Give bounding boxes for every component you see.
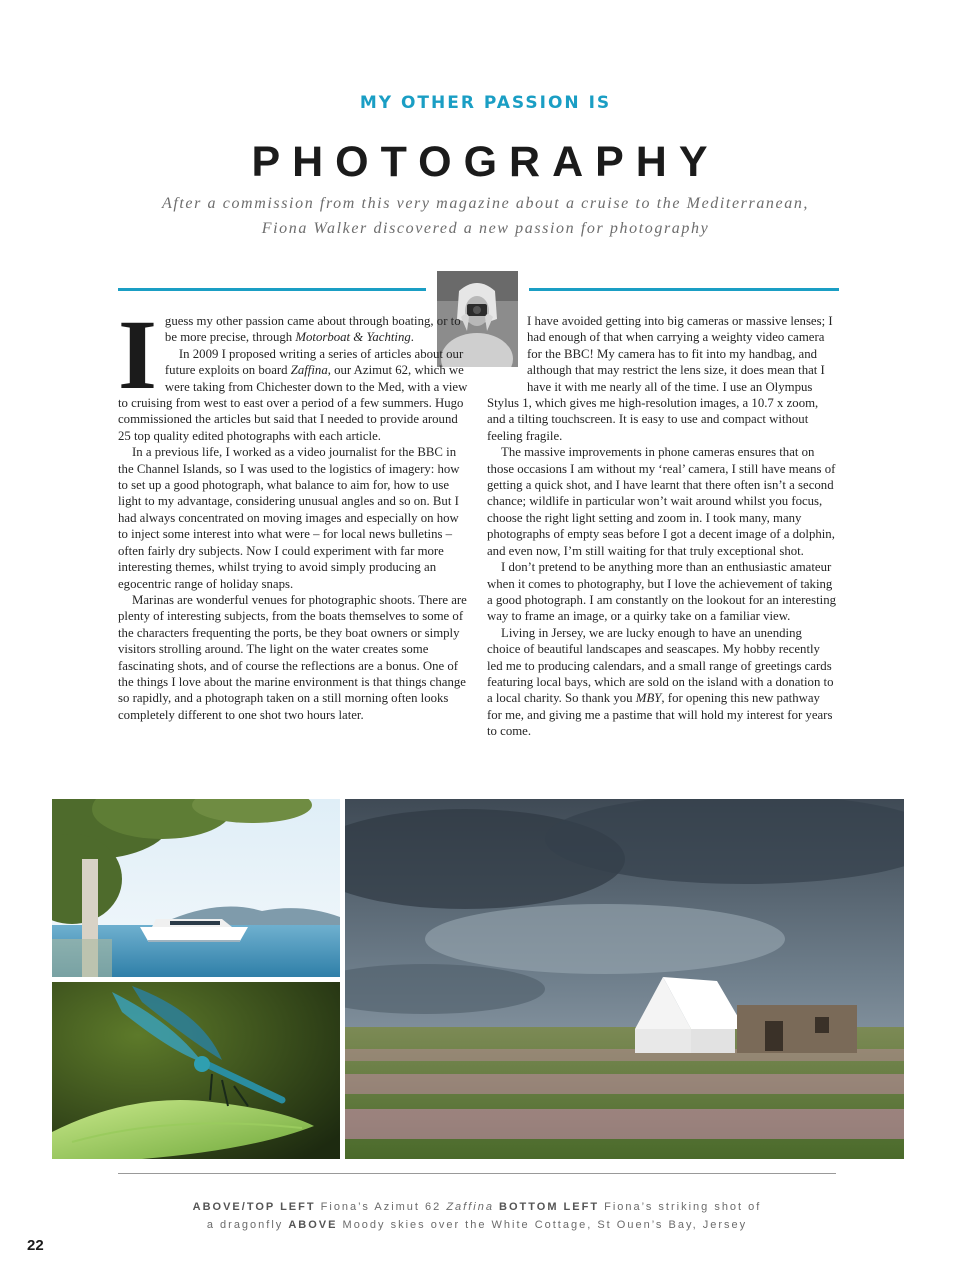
standfirst (110, 191, 861, 241)
text-run: In 2009 I proposed writing a series of articles about our future exploits on board (164, 346, 464, 378)
photo-white-cottage (345, 799, 904, 1159)
article-paragraph: In a previous life, I worked as a video journalist for the BBC in the Channel Islands, so I was used to the logistics of imagery: how to set up a good photograph, what balance to aim for, how to use light to my advantage, considering unusual angles and so on. But I had always concentrated on moving images and especially on how to inject some interest into what were – for local news bulletins – often fairly dry subjects. Now I could experiment with far more interesting themes, whilst trying to avoid simply producing an egocentric range of holiday snaps. (118, 445, 460, 591)
caption-text: Fiona’s Azimut 62 (315, 1201, 447, 1213)
article-paragraph (118, 346, 469, 444)
page-title: PHOTOGRAPHY (251, 138, 720, 186)
text-run: . (410, 330, 414, 345)
divider-right (529, 288, 839, 291)
caption-boat-name: Zaffina (446, 1201, 494, 1213)
article-paragraph: I don’t pretend to be anything more than an enthusiastic amateur when it comes to photography, but I love the achievement of taking a good photograph. I am constantly on the lookout for an interesting way to frame an image, or a quirky take on a familiar view. (487, 560, 836, 624)
section-kicker: MY OTHER PASSION IS (359, 93, 612, 113)
article-column-right (487, 313, 838, 740)
text-run: , our Azimut 62, which we were taking from Chichester down to the Med, with a view to cruising from west to east over a period of a few summers. Hugo commissioned the articles but said that I needed to provide around 25 top quality edited photographs with each article. (118, 363, 468, 443)
caption-text: Fiona’s striking shot of (599, 1201, 762, 1213)
article-column-left (118, 299, 469, 723)
caption-label: ABOVE/TOP LEFT (192, 1201, 316, 1213)
boat-name: Zaffina (290, 363, 328, 378)
caption-divider (118, 1173, 836, 1174)
standfirst-line: Fiona Walker discovered a new passion for photography (261, 220, 710, 237)
article-paragraph: Marinas are wonderful venues for photographic shoots. There are plenty of interesting subjects, from the boats themselves to some of the characters frequenting the ports, be they boat owners or simply visitors strolling around. The light on the water creates some fascinating shots, and of course the reflections are a bonus. One of the things I love about the marine environment is that things change so rapidly, and a photograph taken on a still morning often looks completely different to one shot two hours later. (118, 592, 467, 722)
article-paragraph (118, 313, 469, 346)
photo-wrap-spacer (487, 313, 527, 393)
photo-yacht (52, 799, 340, 977)
article-paragraph: The massive improvements in phone cameras ensures that on those occasions I am without my ‘real’ camera, I still have means of getting a quick shot, and I have learnt that there often isn’t a second chance; wildlife in particular won’t wait around whilst you focus, choose the right light setting and zoom in. I took many, many photographs of empty seas before I got a decent image of a dolphin, and even now, I’m still waiting for that truly exceptional shot. (487, 445, 836, 558)
caption-label: BOTTOM LEFT (493, 1201, 600, 1213)
drop-cap: I (118, 299, 157, 410)
divider-left (118, 288, 426, 291)
magazine-name: MBY (635, 691, 662, 706)
article-paragraph: I have avoided getting into big cameras or massive lenses; I had enough of that when carrying a weighty video camera for the BBC! My camera has to fit into my handbag, and although that may restrict the lens size, it does mean that I have it with me nearly all of the time. I use an Olympus Stylus 1, which gives me high-resolution images, a 10.7 x zoom, and a tilting touchscreen. It is easy to use and compact without feeling fragile. (487, 314, 833, 443)
article-paragraph (487, 625, 838, 740)
caption-text: Moody skies over the White Cottage, St Ouen’s Bay, Jersey (337, 1219, 748, 1231)
text-run: Living in Jersey, we are lucky enough to have an unending choice of beautiful landscapes and seascapes. My hobby recently led me to producing calendars, and a small range of greetings cards featuring local bays, which are sold on the island with a donation to a local charity. So thank you (487, 625, 834, 706)
standfirst-line: After a commission from this very magazine about a cruise to the Mediterranean, (161, 195, 810, 212)
photo-caption (118, 1198, 836, 1234)
caption-line (118, 1198, 836, 1216)
caption-line (118, 1216, 836, 1234)
text-run: , for opening this new pathway for me, and giving me a pastime that will hold my interest for years to come. (487, 691, 833, 739)
caption-text: a dragonfly (206, 1219, 289, 1231)
page-number: 22 (27, 1237, 44, 1254)
caption-label: ABOVE (288, 1219, 338, 1231)
photo-dragonfly (52, 982, 340, 1159)
text-run: guess my other passion came about through boating, or to be more precise, through (164, 314, 461, 345)
publication-name: Motorboat & Yachting (295, 330, 411, 345)
